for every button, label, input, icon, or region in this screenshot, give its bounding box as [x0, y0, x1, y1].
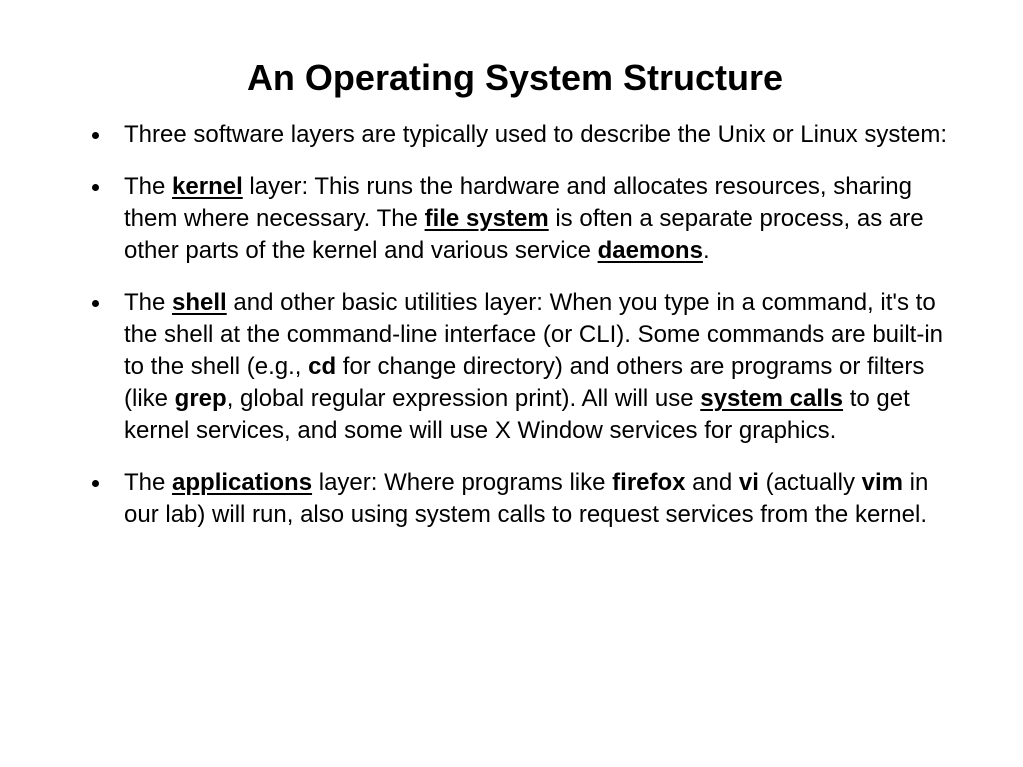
program-firefox: firefox [612, 469, 686, 496]
bullet-dot-icon [92, 184, 99, 191]
bullet-dot-icon [92, 132, 99, 139]
bullet-item-1 [86, 119, 956, 151]
bullet-text: to get kernel services, and some will use X Window services for graphics. [124, 385, 910, 444]
bullet-text: Three software layers are typically used to describe the Unix or Linux system: [124, 121, 948, 148]
keyword-kernel: kernel [172, 173, 243, 200]
bullet-dot-icon [92, 300, 99, 307]
bullet-text: and [685, 469, 739, 496]
bullet-text: is often a separate process, as are other parts of the kernel and various service [124, 205, 924, 264]
bullet-item-2 [86, 171, 956, 267]
bullet-text: The [124, 469, 173, 496]
bullet-text: layer: Where programs like [312, 469, 613, 496]
slide-title: An Operating System Structure [246, 57, 784, 98]
keyword-daemons: daemons [597, 237, 703, 264]
bullet-item-3 [86, 287, 956, 447]
command-cd: cd [308, 353, 337, 380]
keyword-applications: applications [172, 469, 313, 496]
bullet-text: and other basic utilities layer: When you type in a command, it's to the shell at the command-line interface (or CLI). Some commands are built-in to the shell (e.g., [124, 289, 944, 380]
keyword-shell: shell [172, 289, 227, 316]
bullet-list [86, 119, 956, 531]
bullet-text: (actually [758, 469, 862, 496]
keyword-system-calls: system calls [700, 385, 844, 412]
bullet-text: The [124, 173, 173, 200]
program-vim: vim [861, 469, 903, 496]
bullet-text: for change directory) and others are programs or filters (like [124, 353, 925, 412]
keyword-file-system: file system [424, 205, 549, 232]
bullet-text: . [702, 237, 710, 264]
bullet-text: The [124, 289, 173, 316]
bullet-text: , global regular expression print). All will use [226, 385, 701, 412]
bullet-text: in our lab) will run, also using system calls to request services from the kernel. [124, 469, 929, 528]
bullet-text: layer: This runs the hardware and allocates resources, sharing them where necessary. The [124, 173, 912, 232]
bullet-dot-icon [92, 480, 99, 487]
program-vi: vi [738, 469, 759, 496]
bullet-item-4 [86, 467, 956, 531]
command-grep: grep [174, 385, 227, 412]
